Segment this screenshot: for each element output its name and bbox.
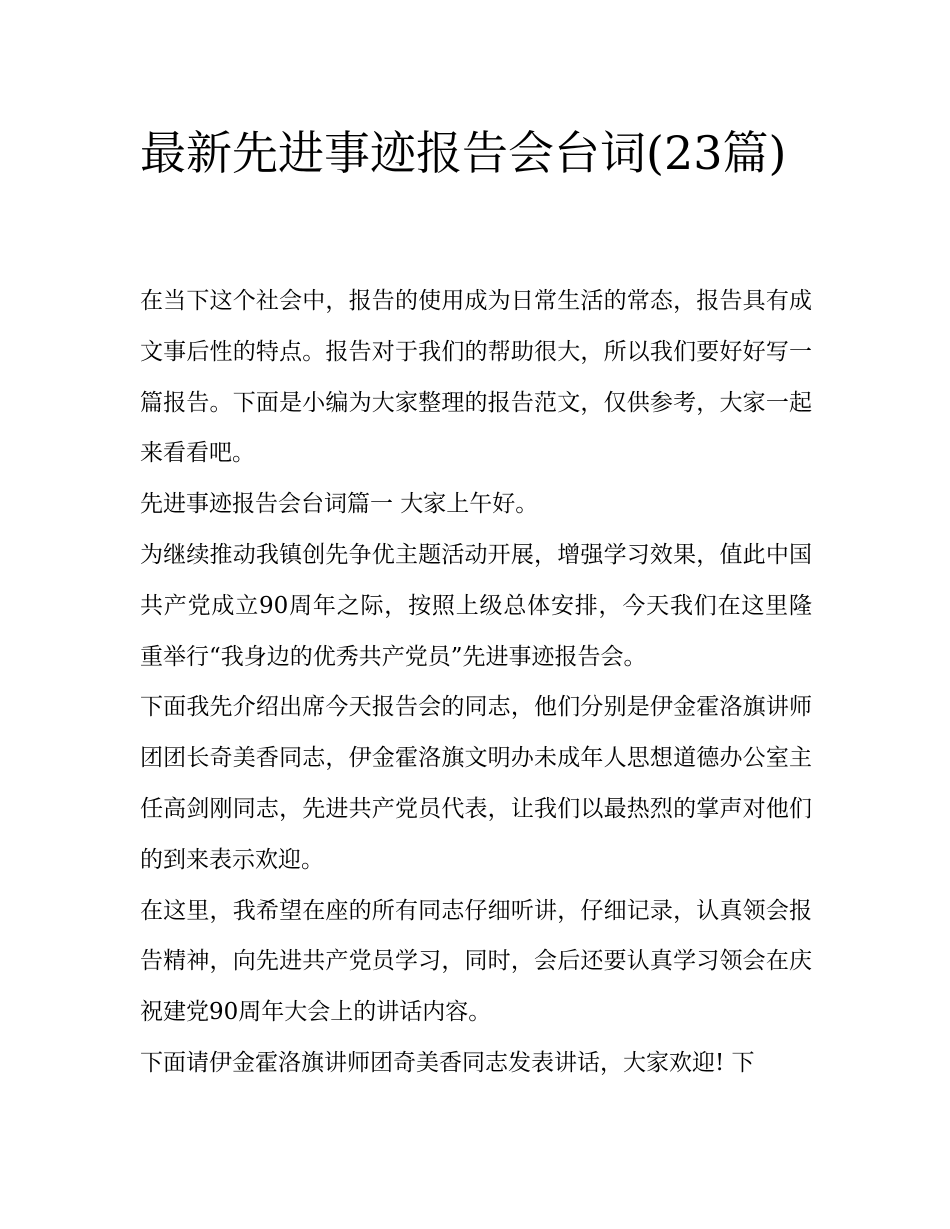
paragraph-introductions: 下面我先介绍出席今天报告会的同志，他们分别是伊金霍洛旗讲师团团长奇美香同志，伊金霍洛旗文明办未成年人思想道德办公室主任高剑刚同志，先进共产党员代表，让我们以最热烈的掌声对他们的到来表示欢迎。 [140,694,812,873]
document-body [140,276,812,1089]
paragraph-speaker-invite: 下面请伊金霍洛旗讲师团奇美香同志发表讲话，大家欢迎! 下 [140,1049,755,1076]
paragraph-greeting: 先进事迹报告会台词篇一 大家上午好。 [140,491,539,518]
paragraph-expectations: 在这里，我希望在座的所有同志仔细听讲，仔细记录，认真领会报告精神，向先进共产党员学习，同时，会后还要认真学习领会在庆祝建党90周年大会上的讲话内容。 [140,897,812,1026]
document-title: 最新先进事迹报告会台词(23篇) [140,126,787,180]
paragraph-intro: 在当下这个社会中，报告的使用成为日常生活的常态，报告具有成文事后性的特点。报告对于我们的帮助很大，所以我们要好好写一篇报告。下面是小编为大家整理的报告范文，仅供参考，大家一起来看看吧。 [140,288,812,467]
paragraph-opening: 为继续推动我镇创先争优主题活动开展，增强学习效果，值此中国共产党成立90周年之际，按照上级总体安排，今天我们在这里隆重举行“我身边的优秀共产党员”先进事迹报告会。 [140,541,812,670]
